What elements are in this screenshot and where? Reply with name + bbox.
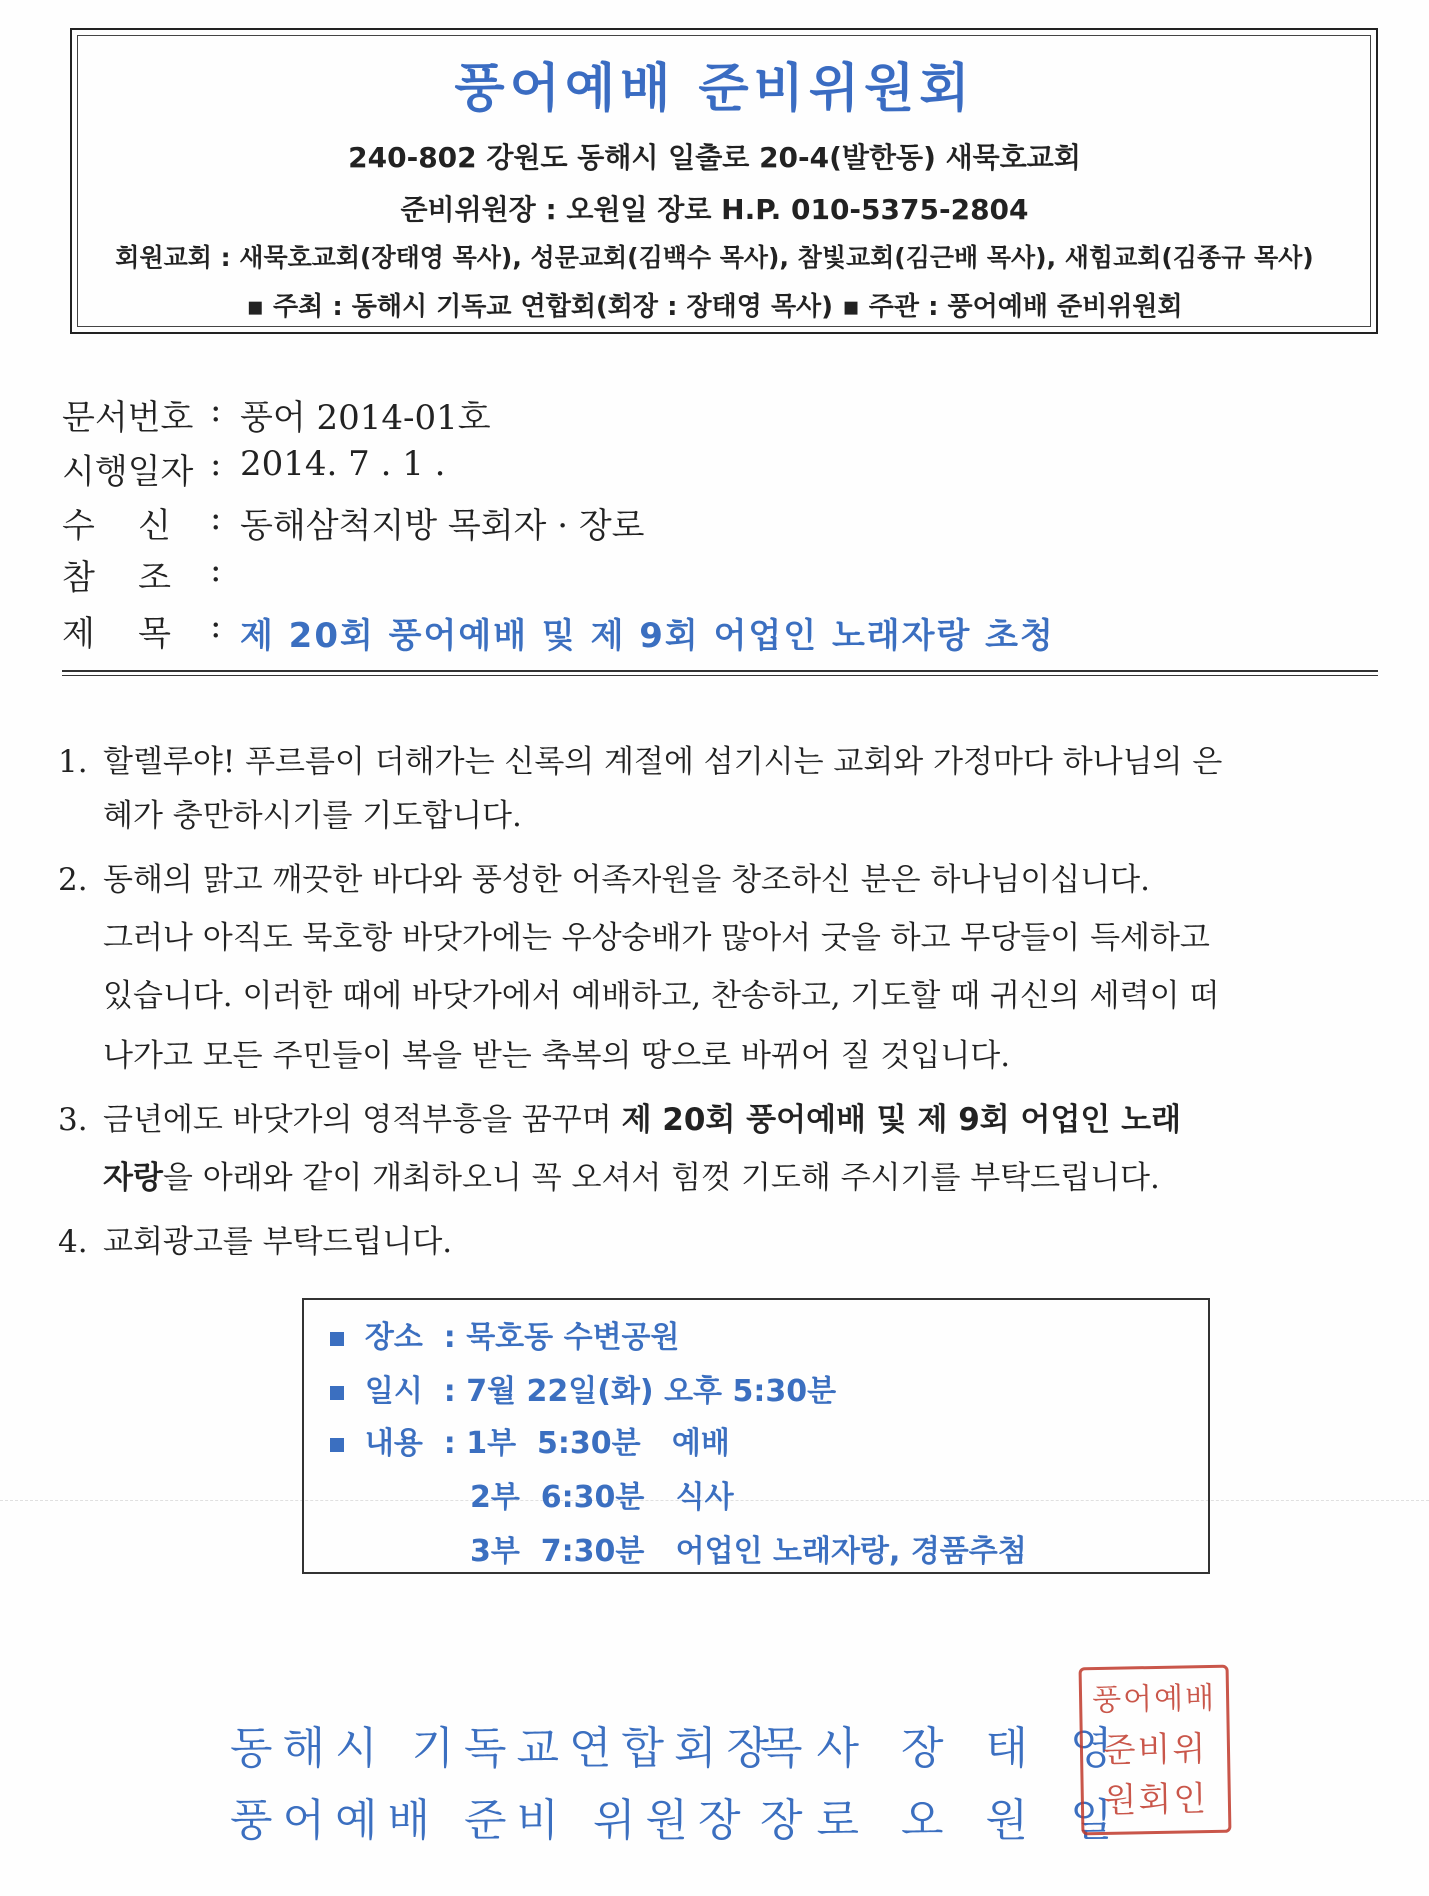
paragraph-2-number: 2.: [58, 862, 88, 898]
issue-date-label: 시행일자: [62, 452, 194, 492]
official-seal: [1079, 1665, 1232, 1836]
letterhead-title: 풍어예배 준비위원회: [454, 59, 975, 119]
event-content-colon: :: [443, 1426, 456, 1461]
event-content-label: 내용: [364, 1426, 423, 1461]
square-bullet-icon: [330, 1332, 344, 1346]
paragraph-2-line-1: [58, 854, 1388, 899]
paragraph-2-line-4: 나가고 모든 주민들이 복을 받는 축복의 땅으로 바뀌어 질 것입니다.: [103, 1038, 1011, 1074]
event-place-value: 묵호동 수변공원: [466, 1320, 680, 1355]
subject-value: 제 20회 풍어예배 및 제 9회 어업인 노래자랑 초청: [240, 616, 1055, 656]
paragraph-4-number: 4.: [58, 1224, 88, 1260]
paragraph-2-text: 동해의 맑고 깨끗한 바다와 풍성한 어족자원을 창조하신 분은 하나님이십니다.: [103, 862, 1150, 898]
paragraph-1-line-1: [58, 736, 1388, 781]
event-place-colon: :: [443, 1320, 456, 1355]
paragraph-2-line-2: 그러나 아직도 묵호항 바닷가에는 우상숭배가 많아서 굿을 하고 무당들이 득세하고: [103, 920, 1210, 956]
paragraph-1-text: 할렐루야! 푸르름이 더해가는 신록의 계절에 섬기시는 교회와 가정마다 하나님의 은: [103, 744, 1223, 780]
seal-text-line: 풍어예배: [1091, 1680, 1217, 1719]
letterhead-members: 회원교회 : 새묵호교회(장태영 목사), 성문교회(김백수 목사), 참빛교회(김근배 목사), 새힘교회(김종규 목사): [115, 243, 1314, 272]
square-bullet-icon: [330, 1438, 344, 1452]
paragraph-3-emphasis-a: 제 20회 풍어예배 및 제 9회 어업인 노래: [621, 1102, 1182, 1138]
subject-colon: :: [210, 606, 222, 646]
event-time-row: [330, 1366, 836, 1410]
signature-title-2: 장로 오 원 일: [760, 1795, 1127, 1846]
square-bullet-icon: [330, 1386, 344, 1400]
paragraph-1-line-2: 혜가 충만하시기를 기도합니다.: [103, 798, 522, 834]
subject-label: 제 목: [62, 614, 171, 654]
issue-date-value: 2014. 7 . 1 .: [240, 444, 446, 484]
signature-title-1: 목사 장 태 영: [760, 1723, 1127, 1774]
paragraph-4-text: 교회광고를 부탁드립니다.: [103, 1224, 453, 1260]
paragraph-3-line-1: [58, 1094, 1388, 1139]
recipient-colon: :: [210, 498, 222, 538]
paragraph-1-number: 1.: [58, 744, 88, 780]
event-time-label: 일시: [364, 1374, 423, 1409]
paragraph-3-text-a: 금년에도 바닷가의 영적부흥을 꿈꾸며: [103, 1102, 622, 1138]
event-content-row: [330, 1418, 730, 1462]
letterhead-chair: 준비위원장 : 오원일 장로 H.P. 010-5375-2804: [400, 193, 1029, 226]
doc-number-colon: :: [210, 390, 222, 430]
doc-number-value: 풍어 2014-01호: [240, 398, 491, 438]
recipient-label: 수 신: [62, 506, 171, 546]
reference-label: 참 조: [62, 558, 171, 598]
paragraph-4-line-1: [58, 1216, 1388, 1261]
seal-text-line: 원회인: [1103, 1779, 1209, 1821]
reference-colon: :: [210, 550, 222, 590]
event-time-colon: :: [443, 1374, 456, 1409]
event-content-item: 3부 7:30분 어업인 노래자랑, 경품추첨: [470, 1534, 1027, 1569]
issue-date-colon: :: [210, 444, 222, 484]
paragraph-3-line-2: [103, 1152, 1429, 1197]
doc-number-label: 문서번호: [62, 398, 194, 438]
paragraph-3-number: 3.: [58, 1102, 88, 1138]
signature-org-1: 동해시 기독교연합회장: [230, 1723, 780, 1774]
paragraph-2-line-3: 있습니다. 이러한 때에 바닷가에서 예배하고, 찬송하고, 기도할 때 귀신의 세력이 떠: [103, 978, 1220, 1014]
paragraph-3-emphasis-b: 자랑: [103, 1160, 163, 1196]
event-time-value: 7월 22일(화) 오후 5:30분: [466, 1374, 837, 1409]
header-divider: [62, 670, 1378, 676]
letterhead-host: ▪ 주최 : 동해시 기독교 연합회(회장 : 장태영 목사) ▪ 주관 : 풍어예배 준비위원회: [246, 292, 1183, 322]
seal-text-line: 준비위: [1102, 1729, 1208, 1771]
event-place-label: 장소: [364, 1320, 423, 1355]
paragraph-3-text-b: 을 아래와 같이 개최하오니 꼭 오셔서 힘껏 기도해 주시기를 부탁드립니다.: [162, 1160, 1160, 1196]
recipient-value: 동해삼척지방 목회자 · 장로: [240, 506, 645, 546]
event-content-item: 2부 6:30분 식사: [470, 1480, 734, 1515]
event-place-row: [330, 1312, 680, 1356]
signature-org-2: 풍어예배 준비 위원장: [230, 1795, 751, 1846]
event-content-item: 1부 5:30분 예배: [466, 1426, 730, 1461]
letterhead-address: 240-802 강원도 동해시 일출로 20-4(발한동) 새묵호교회: [348, 141, 1081, 174]
